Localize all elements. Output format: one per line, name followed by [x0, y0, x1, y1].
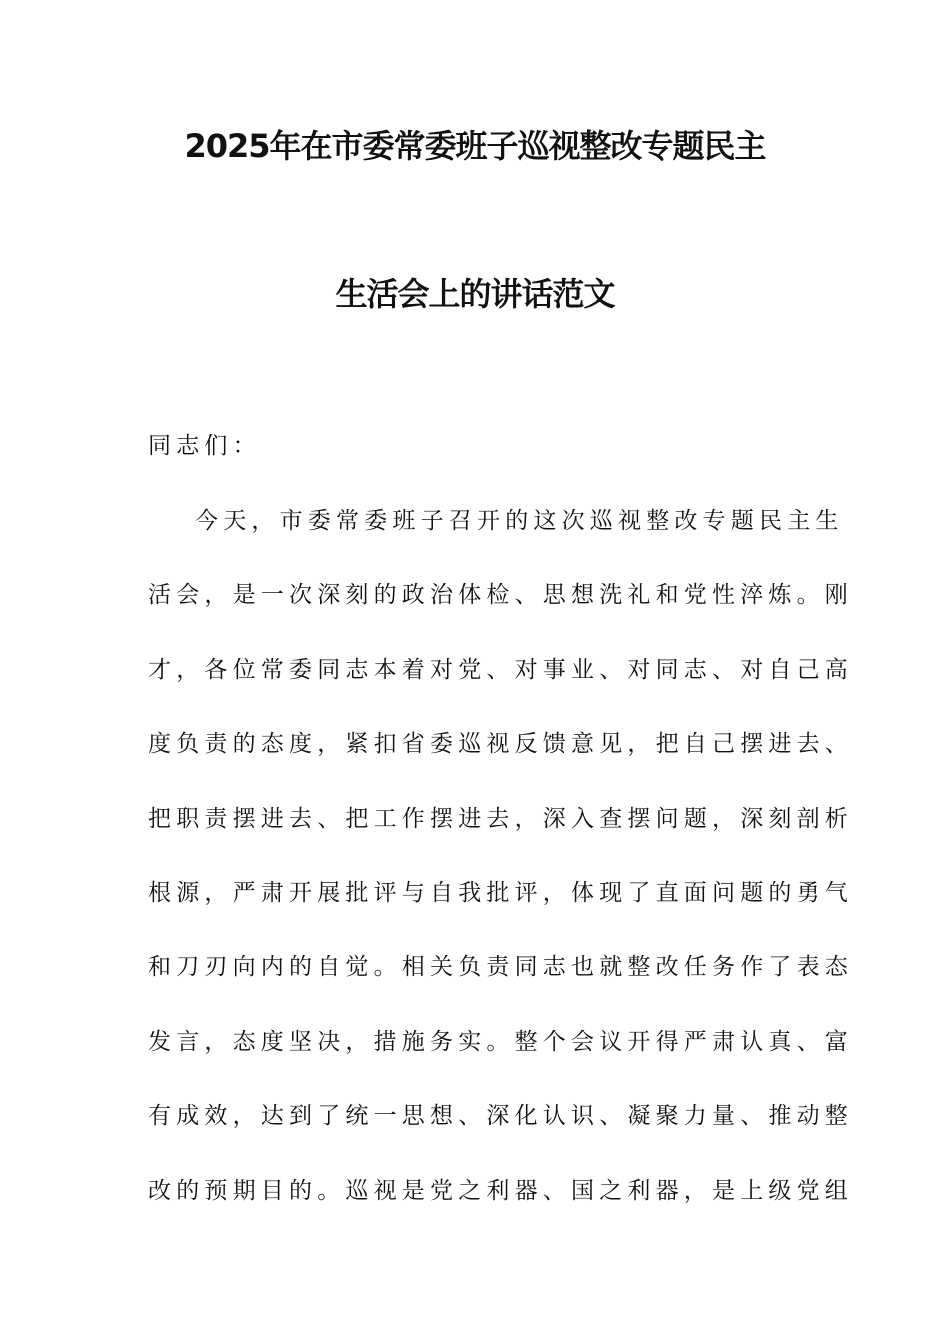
document-title-line-2: 生活会上的讲话范文 [335, 275, 615, 313]
body-paragraph [148, 484, 853, 1228]
paragraph-line: 有成效，达到了统一思想、深化认识、凝聚力量、推动整 [148, 1103, 853, 1130]
paragraph-line: 今天，市委常委班子召开的这次巡视整改专题民主生 [195, 508, 844, 534]
paragraph-line: 改的预期目的。巡视是党之利器、国之利器，是上级党组 [148, 1177, 853, 1204]
document-title-line-1: 2025年在市委常委班子巡视整改专题民主 [184, 127, 766, 165]
paragraph-line: 发言，态度坚决，措施务实。整个会议开得严肃认真、富 [148, 1028, 853, 1055]
paragraph-line: 根源，严肃开展批评与自我批评，体现了直面问题的勇气 [148, 879, 853, 906]
paragraph-line: 度负责的态度，紧扣省委巡视反馈意见，把自己摆进去、 [148, 731, 853, 758]
paragraph-line: 把职责摆进去、把工作摆进去，深入查摆问题，深刻剖析 [148, 805, 853, 832]
paragraph-line: 活会，是一次深刻的政治体检、思想洗礼和党性淬炼。刚 [148, 582, 853, 609]
paragraph-line: 和刀刃向内的自觉。相关负责同志也就整改任务作了表态 [148, 954, 853, 981]
paragraph-line: 才，各位常委同志本着对党、对事业、对同志、对自己高 [148, 656, 853, 683]
salutation: 同志们： [148, 433, 261, 459]
